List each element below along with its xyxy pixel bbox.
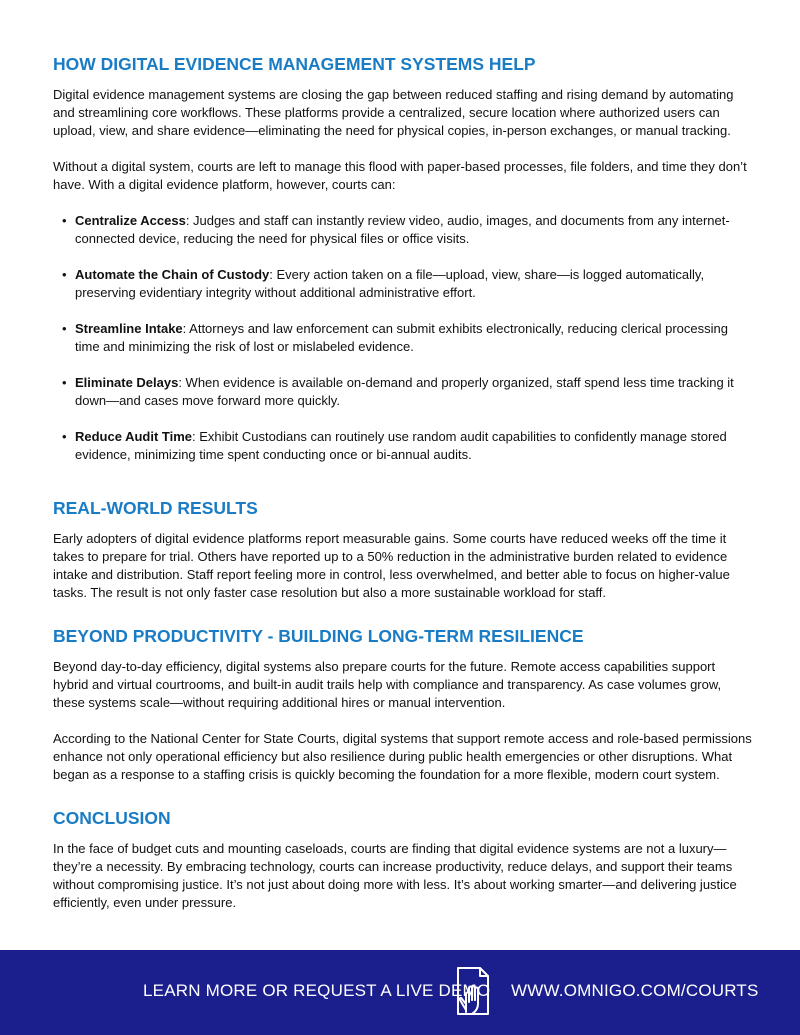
list-item <box>53 266 753 302</box>
bullet-term: Streamline Intake <box>75 321 183 336</box>
bullet-term: Automate the Chain of Custody <box>75 267 270 282</box>
section-heading-conclusion: CONCLUSION <box>53 808 171 828</box>
section-heading-results: REAL-WORLD RESULTS <box>53 498 258 518</box>
section-results <box>53 496 753 602</box>
document-body <box>53 52 753 912</box>
paragraph: Early adopters of digital evidence platforms report measurable gains. Some courts have reduced weeks off the time it takes to prepare for trial. Others have reported up to a 50% reduction in the administrative burden related to evidence intake and distribution. Staff report feeling more in control, less overwhelmed, and better able to focus on higher-value tasks. The result is not only faster case resolution but also a more sustainable workload for staff. <box>53 531 730 600</box>
list-item <box>53 212 753 248</box>
bullet-text: : Exhibit Custodians can routinely use random audit capabilities to confidently manage stored evidence, minimizing time spent conducting once or bi-annual audits. <box>75 429 727 462</box>
paragraph: Digital evidence management systems are closing the gap between reduced staffing and rising demand by automating and streamlining core workflows. These platforms provide a centralized, secure location where authorized users can upload, view, and share evidence—eliminating the need for physical copies, in-person exchanges, or manual tracking. <box>53 87 734 138</box>
bullet-text: : Every action taken on a file—upload, view, share—is logged automatically, preserving evidentiary integrity without additional administrative effort. <box>75 267 705 300</box>
section-beyond <box>53 624 753 784</box>
bullet-icon: • <box>62 429 67 444</box>
section-conclusion <box>53 806 753 912</box>
section-heading-beyond: BEYOND PRODUCTIVITY - BUILDING LONG-TERM RESILIENCE <box>53 626 584 646</box>
bullet-icon: • <box>62 375 67 390</box>
paragraph: According to the National Center for State Courts, digital systems that support remote access and role-based permissions enhance not only operational efficiency but also resilience during public health emergencies or other disruptions. What began as a response to a staffing crisis is quickly becoming the foundation for a more flexible, modern court system. <box>53 731 752 782</box>
list-item <box>53 374 753 410</box>
bullet-text: : Judges and staff can instantly review video, audio, images, and documents from any internet-connected device, reducing the need for physical files or office visits. <box>75 213 730 246</box>
list-item <box>53 320 753 356</box>
bullet-icon: • <box>62 321 67 336</box>
footer-banner <box>0 950 800 1035</box>
paragraph: In the face of budget cuts and mounting caseloads, courts are finding that digital evidence systems are not a luxury—they’re a necessity. By embracing technology, courts can increase productivity, reduce delays, and support their teams without compromising justice. It’s not just about doing more with less. It’s about working smarter—and delivering justice efficiently, even under pressure. <box>53 841 737 910</box>
bullet-icon: • <box>62 267 67 282</box>
bullet-term: Reduce Audit Time <box>75 429 193 444</box>
bullet-text: : Attorneys and law enforcement can submit exhibits electronically, reducing clerical processing time and minimizing the risk of lost or mislabeled evidence. <box>75 321 728 354</box>
bullet-text: : When evidence is available on-demand and properly organized, staff spend less time tracking it down—and cases move forward more quickly. <box>75 375 734 408</box>
list-item <box>53 428 753 464</box>
hand-document-icon <box>446 964 496 1020</box>
section-heading-how: HOW DIGITAL EVIDENCE MANAGEMENT SYSTEMS HELP <box>53 54 536 74</box>
website-link[interactable]: WWW.OMNIGO.COM/COURTS <box>511 981 759 1000</box>
bullet-term: Eliminate Delays <box>75 375 179 390</box>
paragraph: Beyond day-to-day efficiency, digital systems also prepare courts for the future. Remote access capabilities support hybrid and virtual courtrooms, and built-in audit trails help with compliance and transparency. As case volumes grow, these systems scale—without requiring additional hires or manual intervention. <box>53 659 722 710</box>
benefits-list <box>53 212 753 464</box>
bullet-term: Centralize Access <box>75 213 186 228</box>
bullet-icon: • <box>62 213 67 228</box>
paragraph: Without a digital system, courts are left to manage this flood with paper-based processes, file folders, and time they don’t have. With a digital evidence platform, however, courts can: <box>53 159 747 192</box>
cta-text[interactable]: LEARN MORE OR REQUEST A LIVE DEMO <box>143 981 491 1000</box>
